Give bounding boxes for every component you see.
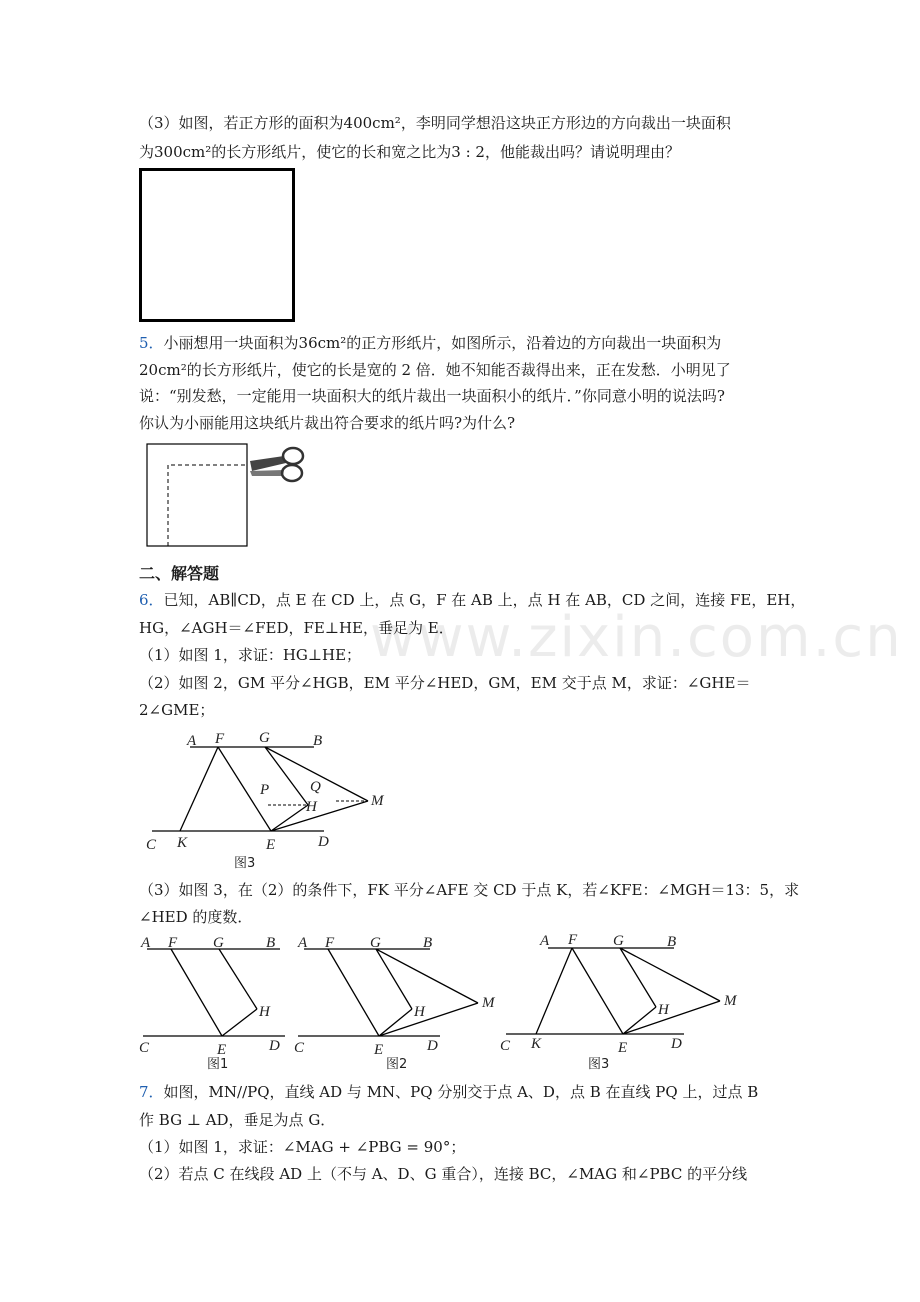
label-a: A: [540, 933, 550, 949]
paper-square: [147, 444, 247, 546]
label-h: H: [259, 1004, 270, 1020]
q4-part3-line2: 为300cm²的长方形纸片，使它的长和宽之比为3 : 2，他能裁出吗？请说明理由？: [139, 143, 680, 161]
q7-line1: 7．如图，MN//PQ，直线 AD 与 MN、PQ 分别交于点 A、D，点 B 在直线 PQ 上，过点 B: [139, 1083, 759, 1101]
label-q: Q: [310, 779, 321, 795]
label-h: H: [658, 1002, 669, 1018]
q6-number: 6．: [139, 591, 164, 609]
label-b: B: [266, 935, 276, 951]
q7-part2: （2）若点 C 在线段 AD 上（不与 A、D、G 重合），连接 BC，∠MAG 和∠PBC 的平分线: [139, 1165, 748, 1183]
section-heading: 二、解答题: [139, 564, 220, 583]
geometry-figure-big: [140, 725, 400, 875]
q5-line2: 20cm²的长方形纸片，使它的长是宽的 2 倍．她不知能否裁得出来，正在发愁．小明见了: [139, 361, 731, 379]
q5-line1: 5．小丽想用一块面积为36cm²的正方形纸片，如图所示，沿着边的方向裁出一块面积为: [139, 334, 722, 352]
q6-line1: 6．已知，AB∥CD，点 E 在 CD 上，点 G，F 在 AB 上，点 H 在 AB，CD 之间，连接 FE，EH，: [139, 591, 806, 609]
label-g: G: [213, 935, 224, 951]
label-m: M: [724, 993, 737, 1009]
watermark: www.zixin.com.cn: [370, 605, 903, 670]
label-e: E: [266, 837, 276, 853]
label-e: E: [374, 1042, 384, 1058]
q6-part2b: 2∠GME；: [139, 701, 215, 719]
q7-line2: 作 BG ⊥ AD，垂足为点 G．: [139, 1111, 336, 1129]
geometry-figure-3: [496, 930, 746, 1070]
scissors-icon: [250, 448, 303, 481]
q5-number: 5．: [139, 334, 164, 352]
label-d: D: [269, 1038, 280, 1054]
q6-part2a: （2）如图 2，GM 平分∠HGB，EM 平分∠HED，GM，EM 交于点 M，求证：∠GHE＝: [139, 674, 751, 692]
label-b: B: [313, 733, 323, 749]
label-c: C: [139, 1040, 150, 1056]
figure-caption: 图3: [234, 856, 256, 871]
q5-line3: 说：“别发愁，一定能用一块面积大的纸片裁出一块面积小的纸片．”你同意小明的说法吗?: [139, 387, 725, 405]
square-figure: [139, 168, 297, 324]
label-f: F: [215, 731, 225, 747]
label-d: D: [318, 834, 329, 850]
figure-caption: 图2: [386, 1057, 408, 1072]
label-c: C: [500, 1038, 511, 1054]
paper-cut-figure: [146, 443, 311, 549]
label-d: D: [671, 1036, 682, 1052]
q7-number: 7．: [139, 1083, 164, 1101]
label-c: C: [146, 837, 157, 853]
q4-part3-line1: （3）如图，若正方形的面积为400cm²，李明同学想沿这块正方形边的方向裁出一块面积: [139, 114, 731, 132]
q6-part3b: ∠HED 的度数．: [139, 908, 253, 926]
label-f: F: [325, 935, 335, 951]
label-c: C: [294, 1040, 305, 1056]
label-e: E: [618, 1040, 628, 1056]
label-a: A: [141, 935, 151, 951]
q7-part1: （1）如图 1，求证：∠MAG + ∠PBG = 90°；: [139, 1138, 466, 1156]
label-h: H: [414, 1004, 425, 1020]
label-d: D: [427, 1038, 438, 1054]
label-k: K: [531, 1036, 542, 1052]
label-b: B: [423, 935, 433, 951]
label-h: H: [306, 799, 317, 815]
label-a: A: [187, 733, 197, 749]
label-f: F: [568, 932, 578, 948]
label-k: K: [177, 835, 188, 851]
label-m: M: [371, 793, 384, 809]
q5-line4: 你认为小丽能用这块纸片裁出符合要求的纸片吗?为什么?: [139, 414, 516, 432]
cut-line: [168, 465, 247, 546]
figure-caption: 图3: [588, 1057, 610, 1072]
label-p: P: [260, 782, 270, 798]
label-g: G: [259, 730, 270, 746]
label-e: E: [217, 1042, 227, 1058]
label-f: F: [168, 935, 178, 951]
label-g: G: [613, 933, 624, 949]
label-m: M: [482, 995, 495, 1011]
label-a: A: [298, 935, 308, 951]
figure-caption: 图1: [207, 1057, 229, 1072]
label-b: B: [667, 934, 677, 950]
geometry-figure-2: [290, 930, 510, 1070]
label-g: G: [370, 935, 381, 951]
q6-part1: （1）如图 1，求证：HG⊥HE；: [139, 646, 362, 664]
geometry-figure-1: [135, 930, 295, 1070]
q6-line2: HG，∠AGH＝∠FED，FE⊥HE，垂足为 E．: [139, 619, 454, 637]
q6-part3a: （3）如图 3，在（2）的条件下，FK 平分∠AFE 交 CD 于点 K，若∠KFE：∠MGH＝13：5，求: [139, 881, 800, 899]
